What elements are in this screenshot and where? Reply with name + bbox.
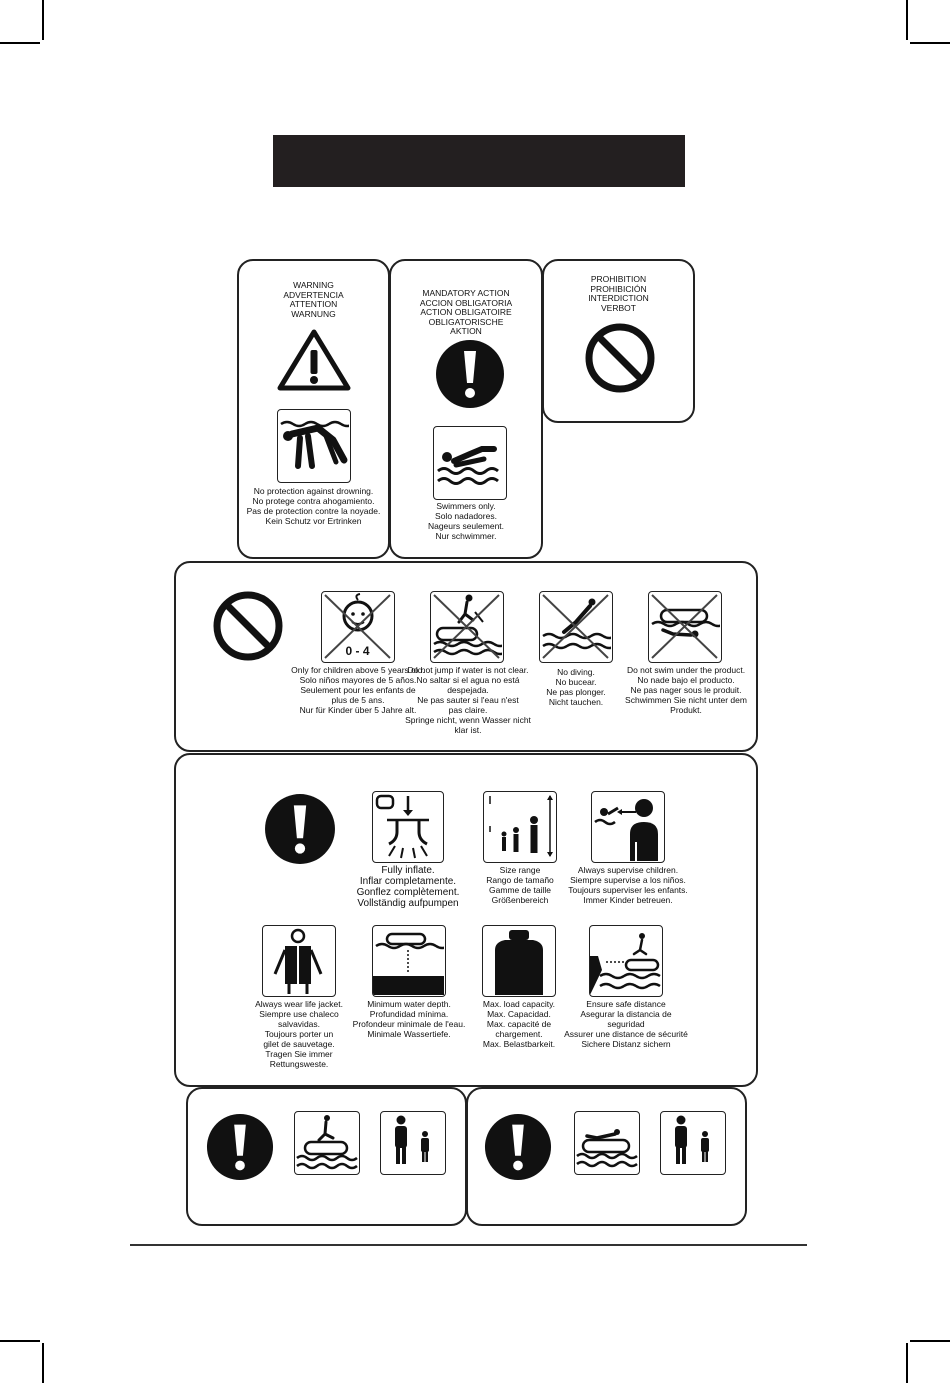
mandatory-caption: Swimmers only. Solo nadadores. Nageurs seulement. Nur schwimmer. [427,501,505,541]
age-range-label: 0 - 4 [345,644,370,658]
warning-caption: No protection against drowning. No protege contra ahogamiento. Pas de protection contre la noyade. Kein Schutz vor Ertrinken [246,486,381,526]
no-swim-under-pictogram [648,591,722,663]
prohibition-caption: Do not swim under the product. No nade bajo el producto. Ne pas nager sous le produit. Schwimmen Sie nicht unter dem Produkt. [625,665,747,715]
fully-inflate-pictogram [372,791,444,863]
adult-child-pictogram [660,1111,726,1175]
life-jacket-pictogram [262,925,336,997]
supervise-children-pictogram [591,791,665,863]
prohibition-sign-icon [212,590,284,662]
prohibition-panel [542,259,695,423]
warning-title: WARNING ADVERTENCIA ATTENTION WARNUNG [283,280,344,319]
no-drowning-protection-pictogram [277,409,351,483]
swimmers-only-pictogram [433,426,507,500]
mandatory-caption: Max. load capacity. Max. Capacidad. Max. capacité de chargement. Max. Belastbarkeit. [482,999,556,1049]
mandatory-exclamation-icon [264,793,336,865]
mandatory-action-panel [389,259,543,559]
crop-mark [906,1343,908,1383]
prohibition-caption: Do not jump if water is not clear. No saltar si el agua no está despejada. Ne pas sauter si l'eau n'est pas claire. Springe nicht, wenn Wasser nicht klar ist. [405,665,531,735]
age-restriction-pictogram [321,591,395,663]
crop-mark [910,1340,950,1342]
prohibition-caption: No diving. No bucear. Ne pas plonger. Nicht tauchen. [546,667,606,707]
crop-mark [910,42,950,44]
prohibition-sign-icon [584,322,656,394]
prohibitions-panel [174,561,758,752]
jump-on-product-pictogram [294,1111,360,1175]
mandatory-caption: Always wear life jacket. Siempre use chaleco salvavidas. Toujours porter un gilet de sauvetage. Tragen Sie immer Rettungsweste. [255,999,343,1069]
crop-mark [0,1340,40,1342]
minimum-depth-pictogram [372,925,446,997]
footer-rule [130,1244,807,1246]
lie-on-product-pictogram [574,1111,640,1175]
prohibition-title: PROHIBITION PROHIBICIÓN INTERDICTION VERBOT [588,274,649,313]
no-diving-pictogram [539,591,613,663]
prohibition-caption: Only for children above 5 years old. Solo niños mayores de 5 años. Seulement pour les enfants de plus de 5 ans. Nur für Kinder über 5 Jahre alt. [291,665,425,715]
size-range-pictogram [483,791,557,863]
mandatory-exclamation-icon [435,339,505,409]
title-banner [273,135,685,187]
mandatory-caption: Fully inflate. Inflar completamente. Gonflez complètement. Vollständig aufpumpen [356,865,460,909]
crop-mark [42,0,44,40]
mandatory-title: MANDATORY ACTION ACCION OBLIGATORIA ACTION OBLIGATOIRE OBLIGATORISCHE AKTION [419,288,513,336]
bottom-left-panel [186,1087,467,1226]
mandatory-panel [174,753,758,1087]
mandatory-exclamation-icon [206,1113,274,1181]
crop-mark [42,1343,44,1383]
mandatory-exclamation-icon [484,1113,552,1181]
mandatory-caption: Size range Rango de tamaño Gamme de taille Größenbereich [486,865,554,905]
crop-mark [906,0,908,40]
warning-triangle-icon [277,329,351,391]
max-load-pictogram [482,925,556,997]
mandatory-caption: Ensure safe distance Asegurar la distancia de seguridad Assurer une distance de sécurité Sichere Distanz sichern [564,999,688,1049]
safe-distance-pictogram [589,925,663,997]
crop-mark [0,42,40,44]
warning-panel [237,259,390,559]
mandatory-caption: Minimum water depth. Profundidad mínima. Profondeur minimale de l'eau. Minimale Wassertiefe. [352,999,466,1039]
bottom-right-panel [466,1087,747,1226]
mandatory-caption: Always supervise children. Siempre supervise a los niños. Toujours superviser les enfants. Immer Kinder betreuen. [568,865,688,905]
adult-child-pictogram [380,1111,446,1175]
no-jump-unclear-water-pictogram [430,591,504,663]
